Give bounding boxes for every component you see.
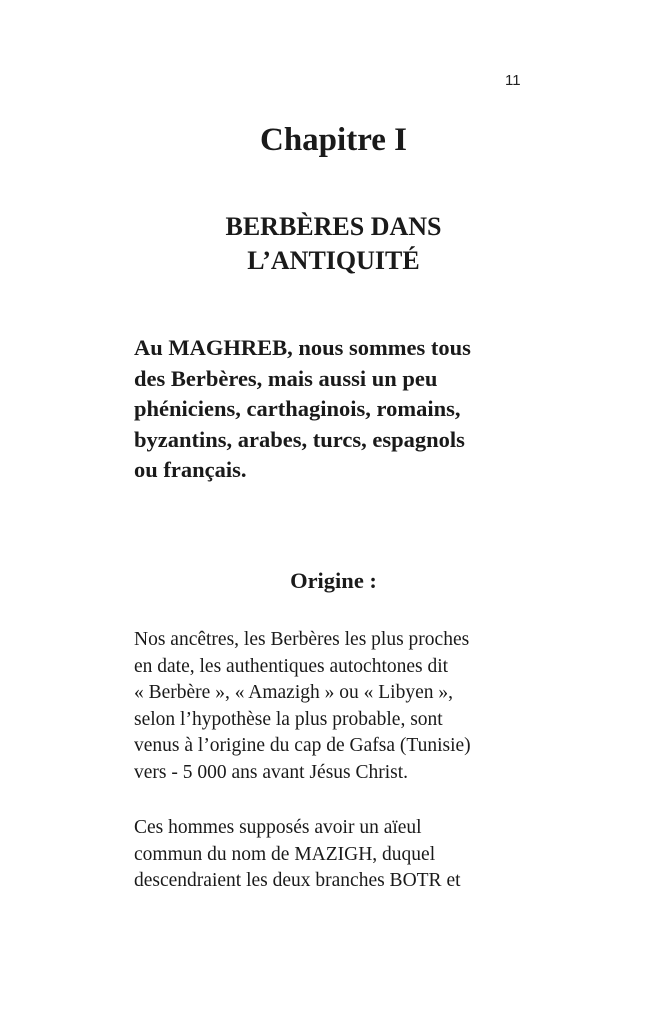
paragraph-line: en date, les authentiques autochtones dit	[134, 655, 449, 677]
paragraph-line: Nos ancêtres, les Berbères les plus proches	[134, 629, 470, 650]
lead-line: byzantins, arabes, turcs, espagnols	[134, 426, 465, 452]
lead-line: ou français.	[134, 457, 247, 482]
lead-line: phéniciens, carthaginois, romains,	[134, 396, 461, 421]
lead-paragraph	[134, 333, 544, 486]
subheading-origine: Origine :	[290, 568, 377, 593]
chapter-title: Chapitre I	[260, 122, 407, 158]
paragraph-line: venus à l’origine du cap de Gafsa (Tunisie)	[134, 735, 471, 757]
page-number: 11	[505, 72, 521, 89]
paragraph-line: commun du nom de MAZIGH, duquel	[134, 843, 436, 865]
section-heading	[0, 210, 647, 278]
section-heading-line: BERBÈRES DANS	[225, 212, 442, 241]
body-paragraph-1	[134, 627, 554, 787]
body-paragraph-2	[134, 815, 554, 895]
section-heading-line: L’ANTIQUITÉ	[247, 246, 420, 275]
paragraph-line: « Berbère », « Amazigh » ou « Libyen »,	[134, 682, 453, 704]
lead-line: Au MAGHREB, nous sommes tous	[134, 335, 471, 360]
paragraph-line: Ces hommes supposés avoir un aïeul	[134, 817, 422, 838]
lead-line: des Berbères, mais aussi un peu	[134, 365, 438, 391]
paragraph-line: selon l’hypothèse la plus probable, sont	[134, 708, 443, 730]
paragraph-line: vers - 5 000 ans avant Jésus Christ.	[134, 761, 409, 783]
paragraph-line: descendraient les deux branches BOTR et	[134, 870, 461, 892]
